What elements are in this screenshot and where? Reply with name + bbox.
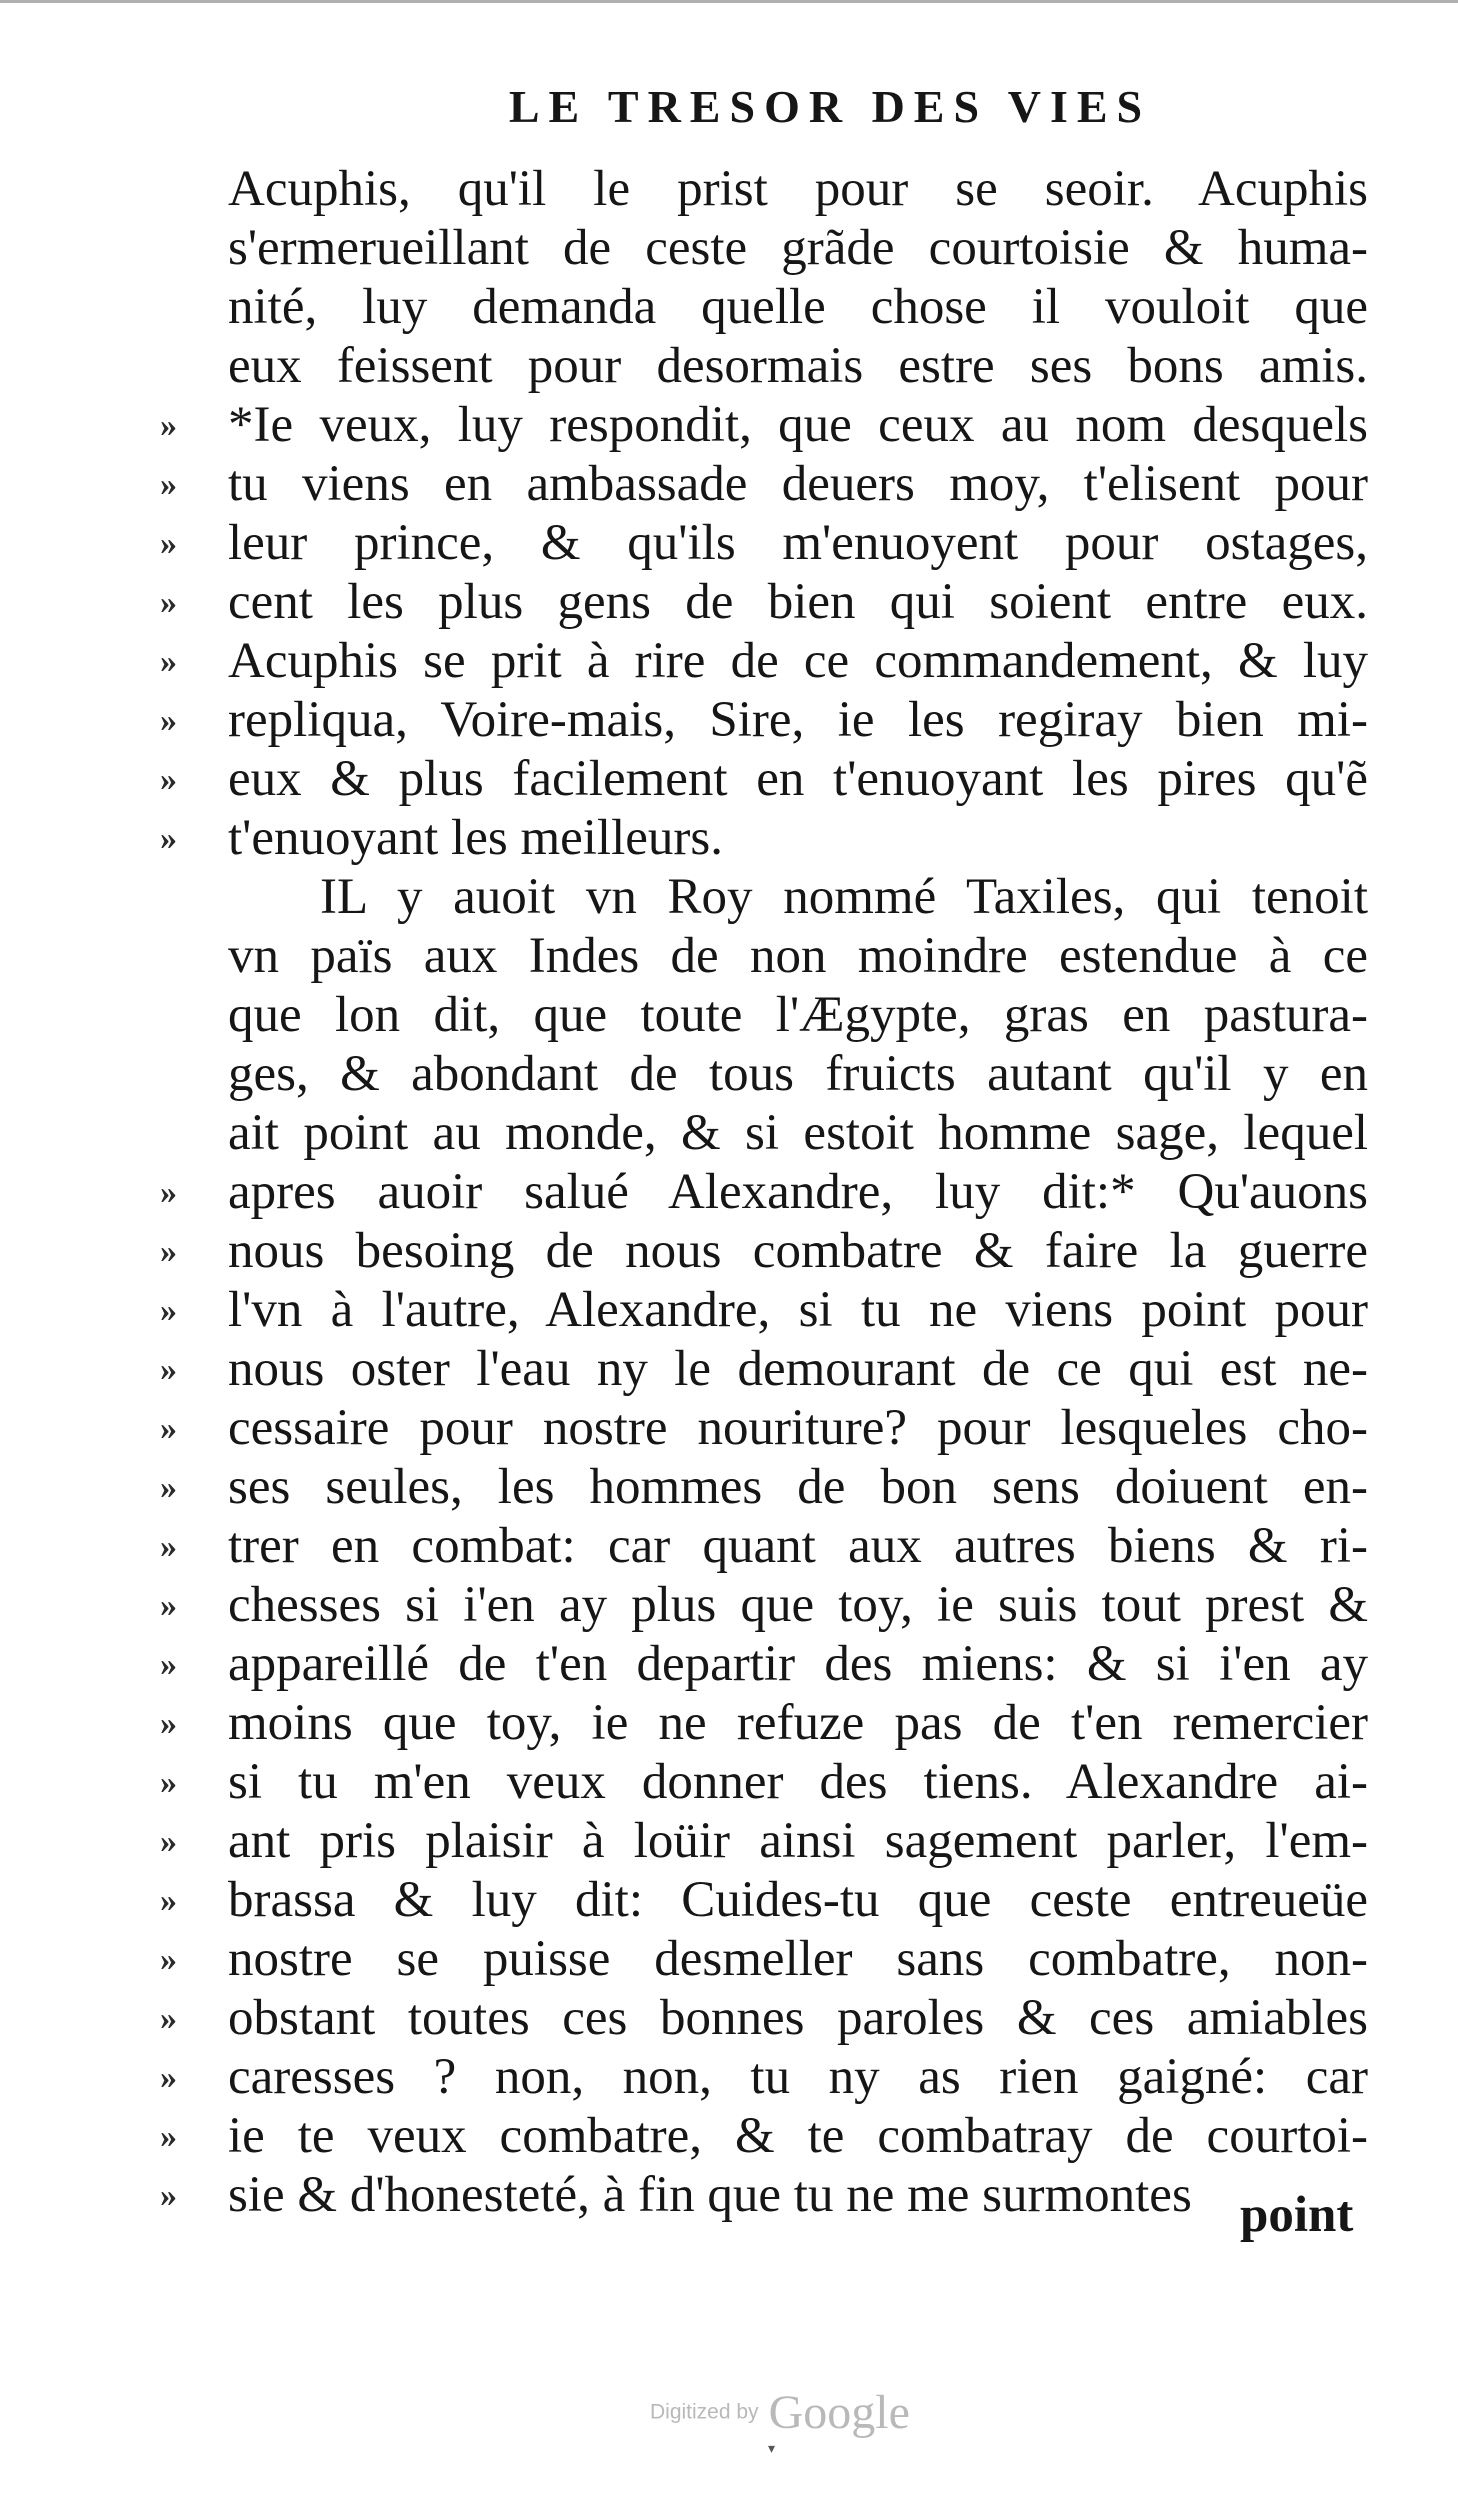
quotation-marker: » (160, 820, 179, 857)
text-line-content: ses seules, les hommes de bon sens doiuent en- (228, 1459, 1368, 1515)
text-line (160, 1281, 1368, 1340)
quotation-marker: » (160, 1764, 179, 1801)
text-line (160, 750, 1368, 809)
google-logo: Google (768, 2386, 910, 2439)
text-line-content: ait point au monde, & si estoit homme sage, lequel (228, 1105, 1368, 1161)
text-line-content: *Ie veux, luy respondit, que ceux au nom desquels (228, 397, 1368, 453)
text-line (160, 2107, 1368, 2166)
quotation-marker: » (160, 525, 179, 562)
quotation-marker: » (160, 584, 179, 621)
text-line-content: chesses si i'en ay plus que toy, ie suis tout prest & (228, 1577, 1368, 1633)
text-line-content: nous besoing de nous combatre & faire la guerre (228, 1223, 1368, 1279)
text-line (160, 396, 1368, 455)
text-line-content: apres auoir salué Alexandre, luy dit:* Qu'auons (228, 1164, 1368, 1220)
text-line-content: ie te veux combatre, & te combatray de courtoi- (228, 2108, 1368, 2164)
text-line (160, 809, 1368, 868)
text-line (228, 337, 1368, 396)
quotation-marker: » (160, 407, 179, 444)
text-line-content: tu viens en ambassade deuers moy, t'elisent pour (228, 456, 1368, 512)
text-line-content: leur prince, & qu'ils m'enuoyent pour ostages, (228, 515, 1368, 571)
quotation-marker: » (160, 1646, 179, 1683)
text-line (160, 1635, 1368, 1694)
text-line-content: nostre se puisse desmeller sans combatre, non- (228, 1931, 1368, 1987)
text-line (160, 1163, 1368, 1222)
footer-mark: ▾ (768, 2442, 776, 2457)
text-line (228, 868, 1368, 927)
text-line-content: brassa & luy dit: Cuides-tu que ceste entreueüe (228, 1872, 1368, 1928)
text-line (160, 514, 1368, 573)
quotation-marker: » (160, 1233, 179, 1270)
text-line-content: ant pris plaisir à loüir ainsi sagement parler, l'em- (228, 1813, 1368, 1869)
text-line-content: trer en combat: car quant aux autres biens & ri- (228, 1518, 1368, 1574)
text-line-content: vn païs aux Indes de non moindre estendue à ce (228, 928, 1368, 984)
quotation-marker: » (160, 1528, 179, 1565)
quotation-marker: » (160, 1174, 179, 1211)
text-line-content: que lon dit, que toute l'Ægypte, gras en pastura- (228, 987, 1368, 1043)
text-line (228, 1104, 1368, 1163)
quotation-marker: » (160, 1351, 179, 1388)
quotation-marker: » (160, 2118, 179, 2155)
text-line-content: moins que toy, ie ne refuze pas de t'en remercier (228, 1695, 1368, 1751)
quotation-marker: » (160, 1410, 179, 1447)
digitized-prefix: Digitized by (650, 2400, 759, 2424)
text-line-content: nous oster l'eau ny le demourant de ce qui est ne- (228, 1341, 1368, 1397)
text-line (228, 986, 1368, 1045)
text-line-content: IL y auoit vn Roy nommé Taxiles, qui tenoit (320, 869, 1368, 925)
quotation-marker: » (160, 1292, 179, 1329)
text-line (160, 1753, 1368, 1812)
text-line (160, 1399, 1368, 1458)
quotation-marker: » (160, 1469, 179, 1506)
text-line (160, 1694, 1368, 1753)
text-line-content: eux & plus facilement en t'enuoyant les pires qu'ẽ (228, 751, 1368, 807)
text-line-content: obstant toutes ces bonnes paroles & ces amiables (228, 1990, 1368, 2046)
text-line (228, 1045, 1368, 1104)
text-line (160, 2048, 1368, 2107)
running-title: LE TRESOR DES VIES (508, 81, 1152, 132)
quotation-marker: » (160, 702, 179, 739)
text-line (160, 1812, 1368, 1871)
text-line-content: s'ermerueillant de ceste grãde courtoisie & huma- (228, 220, 1368, 276)
text-line (160, 691, 1368, 750)
text-line (228, 927, 1368, 986)
text-line (160, 1340, 1368, 1399)
quotation-marker: » (160, 1882, 179, 1919)
quotation-marker: » (160, 1587, 179, 1624)
text-line-content: eux feissent pour desormais estre ses bons amis. (228, 338, 1368, 394)
quotation-marker: » (160, 643, 179, 680)
page-top-edge (0, 0, 1458, 13)
text-line (160, 1517, 1368, 1576)
text-line (160, 1458, 1368, 1517)
quotation-marker: » (160, 1941, 179, 1978)
text-line-content: t'enuoyant les meilleurs. (228, 810, 723, 866)
quotation-marker: » (160, 466, 179, 503)
quotation-marker: » (160, 1823, 179, 1860)
quotation-marker: » (160, 761, 179, 798)
text-line (160, 1989, 1368, 2048)
text-line-content: cent les plus gens de bien qui soient entre eux. (228, 574, 1368, 630)
text-line-content: nité, luy demanda quelle chose il vouloit que (228, 279, 1368, 335)
text-line (160, 1930, 1368, 1989)
text-line-content: cessaire pour nostre nouriture? pour lesqueles cho- (228, 1400, 1368, 1456)
text-line (160, 632, 1368, 691)
quotation-marker: » (160, 2059, 179, 2096)
text-line-content: Acuphis, qu'il le prist pour se seoir. Acuphis (228, 161, 1368, 217)
catchword: point (1240, 2187, 1354, 2243)
text-line-content: sie & d'honesteté, à fin que tu ne me surmontes (228, 2167, 1192, 2223)
text-line (228, 160, 1368, 219)
text-line (160, 1576, 1368, 1635)
text-line-content: ges, & abondant de tous fruicts autant qu'il y en (228, 1046, 1368, 1102)
text-line (160, 573, 1368, 632)
quotation-marker: » (160, 1705, 179, 1742)
text-line-content: l'vn à l'autre, Alexandre, si tu ne viens point pour (228, 1282, 1368, 1338)
text-line (160, 1222, 1368, 1281)
text-line-content: caresses ? non, non, tu ny as rien gaigné: car (228, 2049, 1368, 2105)
text-line-content: Acuphis se prit à rire de ce commandement, & luy (228, 633, 1368, 689)
text-line (160, 1871, 1368, 1930)
text-line-content: appareillé de t'en departir des miens: & si i'en ay (228, 1636, 1368, 1692)
quotation-marker: » (160, 2000, 179, 2037)
text-line (228, 219, 1368, 278)
text-line (160, 455, 1368, 514)
text-line-content: repliqua, Voire-mais, Sire, ie les regiray bien mi- (228, 692, 1368, 748)
quotation-marker: » (160, 2177, 179, 2214)
digitized-by-footer (650, 2385, 970, 2457)
text-line (228, 278, 1368, 337)
text-line-content: si tu m'en veux donner des tiens. Alexandre ai- (228, 1754, 1368, 1810)
body-text (160, 160, 1368, 2225)
text-line (160, 2166, 1368, 2225)
